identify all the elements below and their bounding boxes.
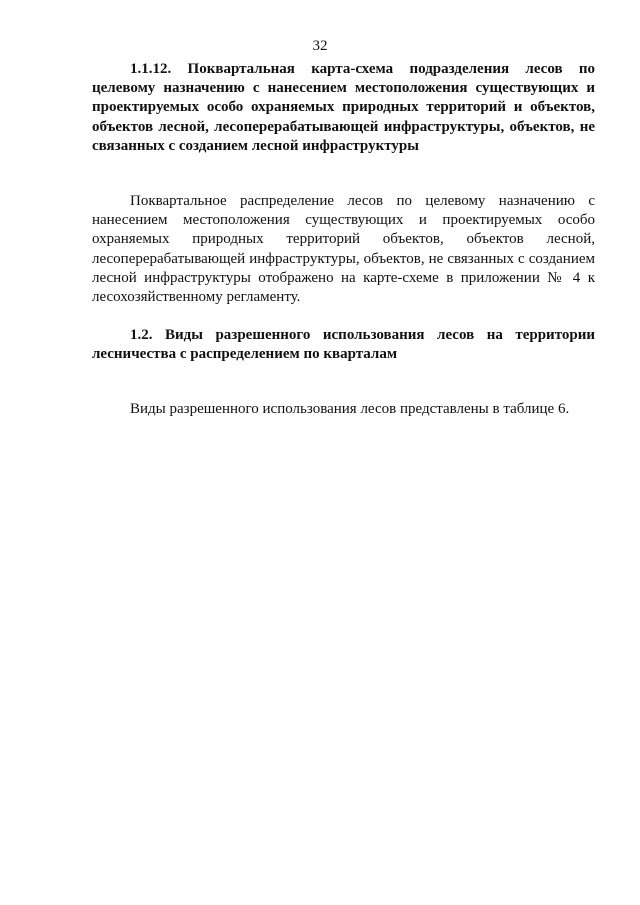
section-1-1-12-paragraph: Поквартальное распределение лесов по целевому назначению с нанесением местоположения существующих и проектируемых особо охраняемых природных территорий объектов, объектов лесной, лесоперерабатывающей инфраструктуры, объектов, не связанных с созданием лесной инфраструктуры отображено на карте-схеме в приложении № 4 к лесохозяйственному регламенту. <box>92 193 595 306</box>
section-1-1-12-heading: 1.1.12. Поквартальная карта-схема подразделения лесов по целевому назначению с нанесением местоположения существующих и проектируемых особо охраняемых природных территорий и объектов, объектов лесной, лесоперерабатывающей инфраструктуры, объектов, не связанных с созданием лесной инфраструктуры <box>92 61 595 154</box>
page-content <box>92 60 595 419</box>
section-1-2-heading: 1.2. Виды разрешенного использования лесов на территории лесничества с распределением по кварталам <box>92 327 595 363</box>
page-number: 32 <box>312 38 328 54</box>
section-1-2-paragraph: Виды разрешенного использования лесов представлены в таблице 6. <box>130 400 570 417</box>
